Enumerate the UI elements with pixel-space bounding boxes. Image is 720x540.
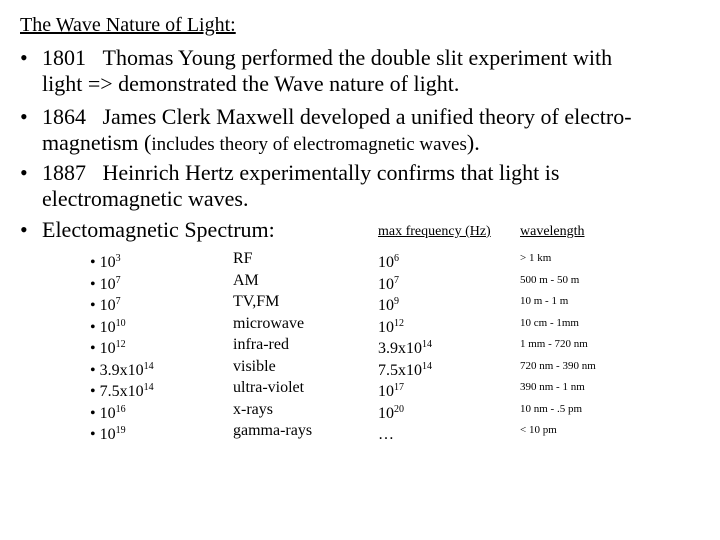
- wavelength-header: wavelength: [520, 224, 585, 239]
- max-frequency-mantissa: 10: [378, 318, 394, 336]
- max-frequency-cell: [378, 248, 432, 270]
- min-frequency-exponent: 3: [115, 253, 121, 264]
- wavelength-column: [520, 248, 596, 442]
- min-frequency-exponent: 19: [115, 425, 126, 436]
- band-name-cell: AM: [233, 271, 259, 289]
- max-frequency-mantissa: 10: [378, 254, 394, 271]
- wavelength-cell: 500 m - 50 m: [520, 273, 580, 286]
- band-name-cell: microwave: [233, 314, 305, 332]
- min-frequency-cell: [90, 313, 154, 335]
- min-frequency-exponent: 14: [143, 360, 154, 372]
- max-frequency-exponent: 14: [422, 360, 432, 372]
- min-frequency-column: [90, 248, 154, 442]
- min-frequency-mantissa: 10: [99, 254, 116, 271]
- min-frequency-mantissa: 10: [99, 275, 116, 293]
- max-frequency-cell: [378, 420, 432, 442]
- wavelength-cell: > 1 km: [520, 252, 552, 264]
- max-frequency-mantissa: 10: [378, 297, 394, 314]
- band-name-column: [233, 248, 312, 442]
- bullet: •: [20, 160, 28, 185]
- bullet: •: [20, 104, 28, 129]
- max-frequency-exponent: 14: [422, 339, 432, 350]
- wavelength-cell: 10 nm - .5 pm: [520, 402, 583, 415]
- max-frequency-cell: [378, 291, 432, 313]
- min-frequency-cell: [90, 334, 154, 356]
- max-frequency-cell: [378, 313, 432, 335]
- max-frequency-cell: [378, 356, 432, 378]
- bullet: •: [90, 361, 96, 379]
- history-item-1864: [20, 104, 632, 130]
- bullet: •: [90, 340, 96, 357]
- min-frequency-mantissa: 10: [99, 318, 116, 336]
- band-name-cell: gamma-rays: [233, 422, 313, 439]
- max-frequency-mantissa: 10: [378, 383, 394, 400]
- spectrum-label: Electomagnetic Spectrum:: [42, 217, 275, 242]
- bullet: •: [90, 426, 96, 443]
- band-name-cell: RF: [233, 250, 253, 267]
- wavelength-cell: 1 mm - 720 nm: [520, 338, 588, 350]
- item-text-part: ).: [466, 130, 480, 155]
- bullet: •: [90, 404, 96, 422]
- item-text: Heinrich Hertz experimentally confirms that light is: [102, 160, 560, 185]
- min-frequency-cell: [90, 356, 154, 378]
- min-frequency-mantissa: 7.5x10: [99, 383, 144, 400]
- min-frequency-exponent: 7: [115, 274, 121, 286]
- min-frequency-cell: [90, 270, 154, 292]
- max-frequency-cell: [378, 399, 432, 421]
- max-frequency-cell: [378, 334, 432, 356]
- min-frequency-exponent: 7: [115, 296, 121, 307]
- max-frequency-cell: [378, 377, 432, 399]
- item-year: 1864: [42, 104, 86, 129]
- max-frequency-mantissa: 10: [378, 404, 394, 422]
- max-frequency-exponent: 17: [394, 382, 404, 393]
- max-frequency-exponent: 20: [394, 403, 404, 415]
- history-item-1887: [20, 160, 559, 186]
- min-frequency-exponent: 16: [115, 403, 126, 415]
- item-text-part: magnetism (: [42, 130, 152, 155]
- max-frequency-exponent: 9: [394, 296, 399, 307]
- min-frequency-cell: [90, 248, 154, 270]
- max-frequency-mantissa: 3.9x10: [378, 340, 422, 357]
- max-frequency-exponent: 7: [394, 274, 399, 286]
- wavelength-cell: < 10 pm: [520, 424, 557, 436]
- item-text-continued: light => demonstrated the Wave nature of light.: [42, 71, 460, 96]
- min-frequency-mantissa: 10: [99, 297, 116, 314]
- item-text-continued: [42, 130, 480, 158]
- min-frequency-exponent: 10: [115, 317, 126, 329]
- min-frequency-cell: [90, 420, 154, 442]
- band-name-cell: visible: [233, 357, 276, 375]
- min-frequency-cell: [90, 377, 154, 399]
- item-text-part-small: includes theory of electromagnetic waves: [151, 134, 467, 155]
- band-name-cell: TV,FM: [233, 293, 280, 310]
- wavelength-cell: 390 nm - 1 nm: [520, 381, 585, 393]
- bullet: •: [20, 45, 28, 70]
- page-title: The Wave Nature of Light:: [20, 14, 236, 36]
- max-frequency-mantissa: …: [378, 426, 394, 443]
- min-frequency-mantissa: 3.9x10: [99, 361, 144, 379]
- bullet: •: [90, 297, 96, 314]
- max-frequency-exponent: 12: [394, 317, 404, 329]
- bullet: •: [90, 254, 96, 271]
- spectrum-heading: [20, 217, 275, 243]
- item-text-continued: electromagnetic waves.: [42, 186, 249, 211]
- wavelength-cell: 10 m - 1 m: [520, 295, 569, 307]
- item-text: James Clerk Maxwell developed a unified theory of electro-: [102, 104, 632, 129]
- bullet: •: [90, 318, 96, 336]
- max-frequency-mantissa: 10: [378, 275, 394, 293]
- min-frequency-mantissa: 10: [99, 340, 116, 357]
- min-frequency-exponent: 14: [143, 382, 154, 393]
- max-frequency-exponent: 6: [394, 253, 399, 264]
- history-item-1803: [20, 45, 612, 71]
- min-frequency-cell: [90, 291, 154, 313]
- min-frequency-mantissa: 10: [99, 404, 116, 422]
- max-frequency-header: max frequency (Hz): [378, 224, 491, 239]
- min-frequency-exponent: 12: [115, 339, 126, 350]
- min-frequency-mantissa: 10: [99, 426, 116, 443]
- wavelength-cell: 720 nm - 390 nm: [520, 359, 596, 372]
- min-frequency-cell: [90, 399, 154, 421]
- bullet: •: [20, 217, 28, 242]
- max-frequency-mantissa: 7.5x10: [378, 361, 422, 379]
- max-frequency-column: [378, 248, 432, 442]
- item-text: Thomas Young performed the double slit experiment with: [102, 45, 613, 70]
- band-name-cell: ultra-violet: [233, 379, 305, 396]
- max-frequency-cell: [378, 270, 432, 292]
- wavelength-cell: 10 cm - 1mm: [520, 316, 579, 329]
- band-name-cell: x-rays: [233, 400, 273, 418]
- bullet: •: [90, 275, 96, 293]
- band-name-cell: infra-red: [233, 336, 289, 353]
- item-year: 1887: [42, 160, 86, 185]
- bullet: •: [90, 383, 96, 400]
- item-year: 1801: [42, 45, 86, 70]
